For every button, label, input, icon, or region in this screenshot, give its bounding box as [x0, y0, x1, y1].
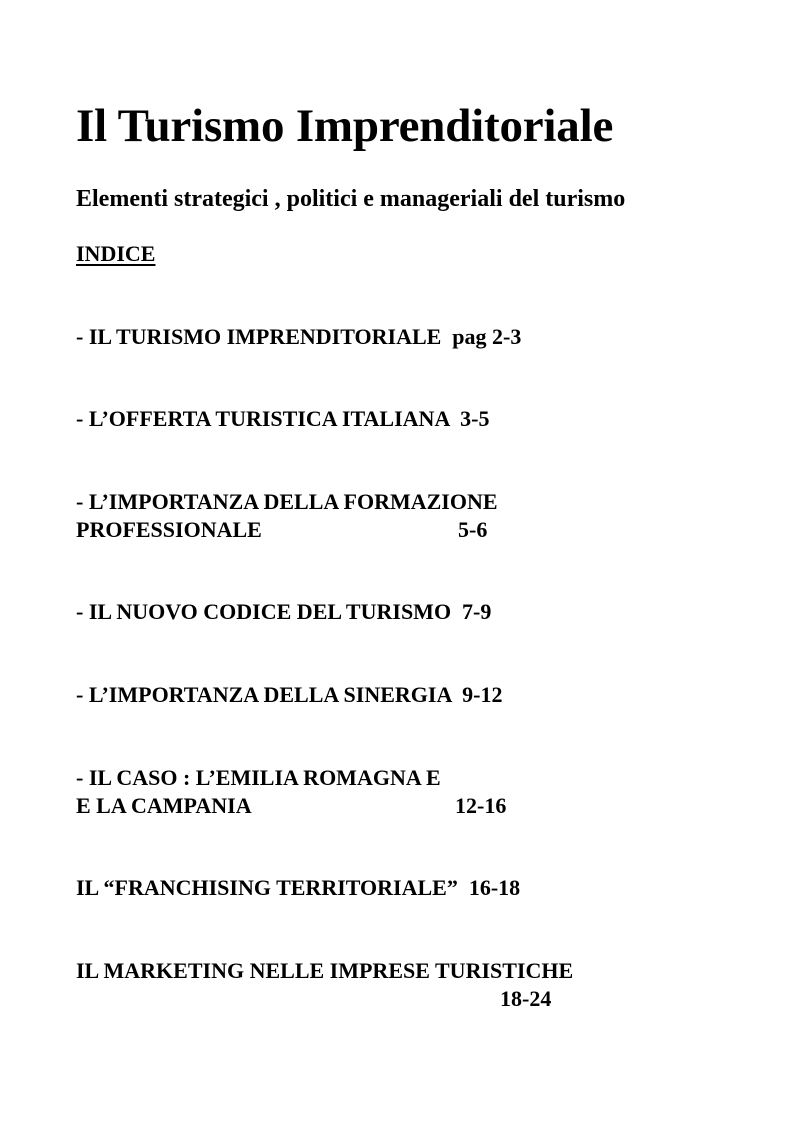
toc-entry-6-line1: - IL CASO : L’EMILIA ROMAGNA E	[76, 765, 441, 790]
toc-entry-6-line2: E LA CAMPANIA	[76, 793, 252, 818]
toc-entry-6-pages: 12-16	[455, 793, 507, 818]
toc-entry-8-line1: IL MARKETING NELLE IMPRESE TURISTICHE	[76, 958, 574, 983]
toc-entry-3-line1: - L’IMPORTANZA DELLA FORMAZIONE	[76, 489, 498, 514]
toc-entry-4: - IL NUOVO CODICE DEL TURISMO 7-9	[76, 599, 492, 624]
toc-entry-8-pages: 18-24	[500, 986, 552, 1011]
toc-entry-3-pages: 5-6	[458, 517, 488, 542]
toc-entry-5: - L’IMPORTANZA DELLA SINERGIA 9-12	[76, 682, 503, 707]
toc-entry-3-line2: PROFESSIONALE	[76, 517, 262, 542]
document-title: Il Turismo Imprenditoriale	[76, 100, 614, 152]
toc-entry-7: IL “FRANCHISING TERRITORIALE” 16-18	[76, 875, 521, 900]
toc-entry-2: - L’OFFERTA TURISTICA ITALIANA 3-5	[76, 406, 490, 431]
toc-entry-1: - IL TURISMO IMPRENDITORIALE pag 2-3	[76, 324, 522, 349]
document-subtitle: Elementi strategici , politici e manageriali del turismo	[76, 186, 626, 212]
index-heading: INDICE	[76, 241, 156, 266]
